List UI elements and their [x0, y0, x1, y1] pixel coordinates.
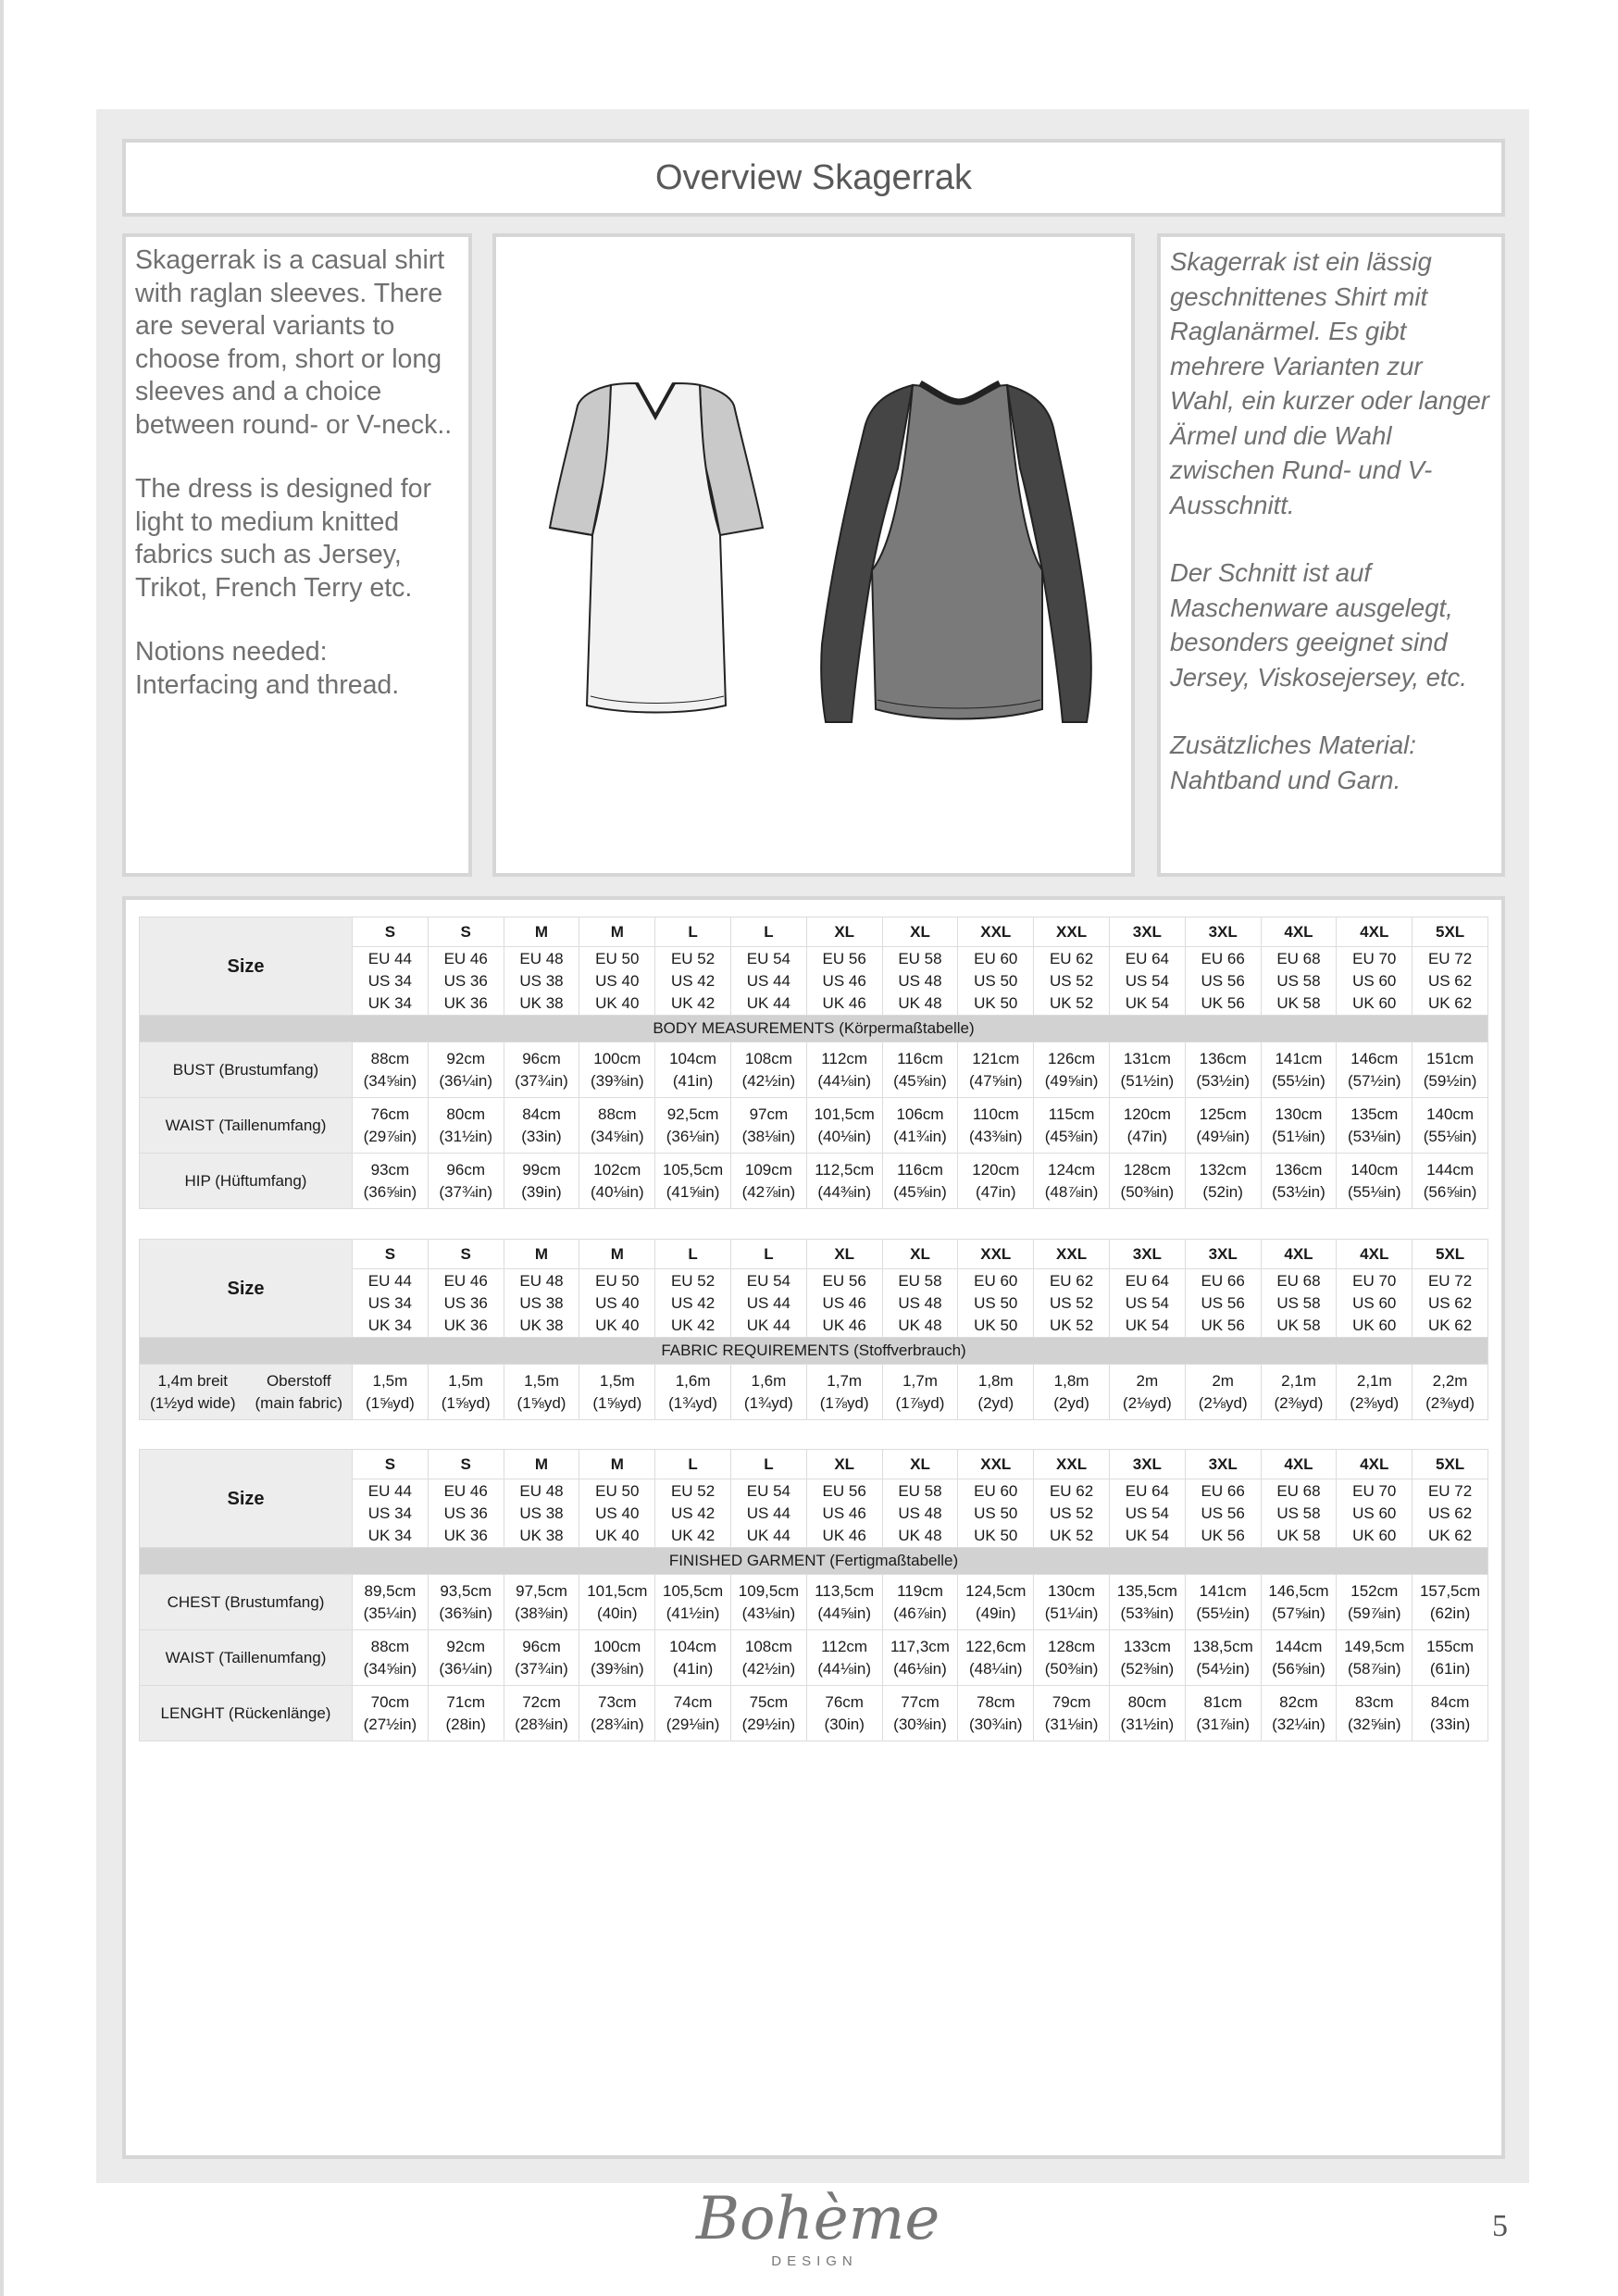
size-conversion-cell: EU 44 US 34 UK 34 [353, 1479, 429, 1548]
fabric-amount-cell: 1,8m (2yd) [1034, 1365, 1110, 1420]
size-code-cell: 5XL [1413, 1240, 1488, 1269]
measurement-cell: 88cm (34⅝in) [579, 1098, 655, 1154]
size-conversion-cell: EU 44 US 34 UK 34 [353, 947, 429, 1016]
measurement-cell: 119cm (46⅞in) [882, 1575, 958, 1630]
measurement-cell: 112cm (44⅛in) [806, 1630, 882, 1686]
size-code-cell: S [428, 917, 504, 947]
illustration-box [492, 233, 1135, 877]
size-conversion-cell: EU 72 US 62 UK 62 [1413, 1269, 1488, 1338]
measurement-cell: 138,5cm (54½in) [1185, 1630, 1261, 1686]
table-row [140, 1630, 1488, 1686]
measurement-cell: 144cm (56⅝in) [1413, 1154, 1488, 1209]
finished-garment-table [139, 1449, 1488, 1741]
garment-illustration [496, 237, 1131, 873]
measurement-cell: 135cm (53⅛in) [1337, 1098, 1413, 1154]
size-label: Size [140, 1240, 353, 1338]
size-conversion-cell: EU 54 US 44 UK 44 [730, 1479, 806, 1548]
fabric-amount-cell: 1,5m (1⅝yd) [428, 1365, 504, 1420]
size-conversion-cell: EU 66 US 56 UK 56 [1185, 1269, 1261, 1338]
row-label: CHEST (Brustumfang) [140, 1575, 353, 1630]
size-code-cell: L [730, 1240, 806, 1269]
size-conversion-cell: EU 50 US 40 UK 40 [579, 1269, 655, 1338]
table-row [140, 1154, 1488, 1209]
finished-garment-header: FINISHED GARMENT (Fertigmaßtabelle) [140, 1548, 1488, 1575]
measurement-cell: 113,5cm (44⅝in) [806, 1575, 882, 1630]
table-row [140, 1042, 1488, 1098]
size-code-cell: 3XL [1185, 1450, 1261, 1479]
size-code-cell: XXL [958, 1450, 1034, 1479]
size-code-cell: XL [806, 917, 882, 947]
measurement-cell: 101,5cm (40in) [579, 1575, 655, 1630]
size-code-cell: XXL [1034, 917, 1110, 947]
german-paragraph-1: Skagerrak ist ein lässig geschnittenes Shirt mit Raglanärmel. Es gibt mehrere Varianten zur Wahl, ein kurzer oder langer Ärmel und die Wahl zwischen Rund- und V-Ausschnitt. [1170, 247, 1489, 519]
measurement-cell: 141cm (55½in) [1261, 1042, 1337, 1098]
measurement-cell: 88cm (34⅝in) [353, 1042, 429, 1098]
measurement-cell: 140cm (55⅛in) [1413, 1098, 1488, 1154]
measurement-cell: 120cm (47in) [958, 1154, 1034, 1209]
size-conversion-cell: EU 48 US 38 UK 38 [504, 1479, 579, 1548]
row-label: WAIST (Taillenumfang) [140, 1098, 353, 1154]
fabric-amount-cell: 2,1m (2⅜yd) [1261, 1365, 1337, 1420]
measurement-cell: 93,5cm (36⅜in) [428, 1575, 504, 1630]
measurement-cell: 77cm (30⅜in) [882, 1686, 958, 1741]
size-conversion-cell: EU 60 US 50 UK 50 [958, 947, 1034, 1016]
size-code-cell: M [579, 917, 655, 947]
size-conversion-cell: EU 54 US 44 UK 44 [730, 947, 806, 1016]
size-label: Size [140, 1450, 353, 1548]
measurement-cell: 133cm (52⅜in) [1109, 1630, 1185, 1686]
measurement-cell: 132cm (52in) [1185, 1154, 1261, 1209]
size-conversion-cell: EU 56 US 46 UK 46 [806, 1269, 882, 1338]
measurement-cell: 84cm (33in) [504, 1098, 579, 1154]
measurement-cell: 130cm (51¼in) [1034, 1575, 1110, 1630]
size-conversion-cell: EU 68 US 58 UK 58 [1261, 947, 1337, 1016]
size-conversion-cell: EU 44 US 34 UK 34 [353, 1269, 429, 1338]
boheme-design-logo [696, 2185, 940, 2269]
measurement-cell: 84cm (33in) [1413, 1686, 1488, 1741]
measurement-cell: 128cm (50⅜in) [1109, 1154, 1185, 1209]
measurement-cell: 75cm (29½in) [730, 1686, 806, 1741]
size-code-cell: 4XL [1261, 917, 1337, 947]
measurement-cell: 152cm (59⅞in) [1337, 1575, 1413, 1630]
measurement-cell: 124cm (48⅞in) [1034, 1154, 1110, 1209]
measurement-cell: 108cm (42½in) [730, 1042, 806, 1098]
fabric-amount-cell: 1,6m (1¾yd) [655, 1365, 731, 1420]
fabric-label-cell [140, 1365, 353, 1420]
size-conversion-cell: EU 52 US 42 UK 42 [655, 1269, 731, 1338]
size-conversion-cell: EU 46 US 36 UK 36 [428, 1479, 504, 1548]
measurement-cell: 115cm (45⅜in) [1034, 1098, 1110, 1154]
fabric-amount-cell: 1,7m (1⅞yd) [806, 1365, 882, 1420]
size-code-cell: M [504, 1240, 579, 1269]
size-code-cell: L [730, 1450, 806, 1479]
measurement-cell: 92,5cm (36⅛in) [655, 1098, 731, 1154]
size-code-cell: L [730, 917, 806, 947]
measurement-cell: 112cm (44⅛in) [806, 1042, 882, 1098]
measurement-cell: 80cm (31½in) [428, 1098, 504, 1154]
size-conversion-cell: EU 66 US 56 UK 56 [1185, 947, 1261, 1016]
fabric-width-label: 1,4m breit (1½yd wide) [149, 1371, 236, 1412]
size-code-cell: XL [882, 917, 958, 947]
size-code-cell: 3XL [1185, 1240, 1261, 1269]
fabric-requirements-table [139, 1239, 1488, 1420]
table-row [140, 1365, 1488, 1420]
measurement-cell: 151cm (59½in) [1413, 1042, 1488, 1098]
fabric-amount-cell: 1,7m (1⅞yd) [882, 1365, 958, 1420]
size-code-cell: S [428, 1240, 504, 1269]
measurement-cell: 110cm (43⅜in) [958, 1098, 1034, 1154]
size-code-cell: 3XL [1109, 1450, 1185, 1479]
measurement-cell: 97cm (38⅛in) [730, 1098, 806, 1154]
size-conversion-cell: EU 52 US 42 UK 42 [655, 1479, 731, 1548]
fabric-requirements-header: FABRIC REQUIREMENTS (Stoffverbrauch) [140, 1338, 1488, 1365]
size-conversion-cell: EU 70 US 60 UK 60 [1337, 947, 1413, 1016]
measurement-cell: 116cm (45⅝in) [882, 1042, 958, 1098]
german-paragraph-3: Zusätzliches Material: Nahtband und Garn. [1170, 730, 1416, 794]
short-sleeve-vneck-shirt [550, 383, 763, 713]
fabric-amount-cell: 1,5m (1⅝yd) [579, 1365, 655, 1420]
measurement-cell: 82cm (32¼in) [1261, 1686, 1337, 1741]
logo-subtitle: DESIGN [771, 2253, 858, 2269]
measurement-cell: 83cm (32⅝in) [1337, 1686, 1413, 1741]
measurement-cell: 144cm (56⅝in) [1261, 1630, 1337, 1686]
measurement-cell: 102cm (40⅛in) [579, 1154, 655, 1209]
measurement-cell: 97,5cm (38⅜in) [504, 1575, 579, 1630]
measurement-cell: 109cm (42⅞in) [730, 1154, 806, 1209]
title-box [122, 139, 1505, 217]
size-code-cell: XXL [958, 1240, 1034, 1269]
measurement-cell: 128cm (50⅜in) [1034, 1630, 1110, 1686]
size-conversion-cell: EU 46 US 36 UK 36 [428, 947, 504, 1016]
page-edge-rule [0, 0, 4, 2296]
measurement-cell: 104cm (41in) [655, 1042, 731, 1098]
measurement-cell: 89,5cm (35¼in) [353, 1575, 429, 1630]
size-code-cell: 5XL [1413, 1450, 1488, 1479]
body-measurements-header: BODY MEASUREMENTS (Körpermaßtabelle) [140, 1016, 1488, 1042]
row-label: BUST (Brustumfang) [140, 1042, 353, 1098]
measurement-cell: 125cm (49⅛in) [1185, 1098, 1261, 1154]
fabric-amount-cell: 2,2m (2⅜yd) [1413, 1365, 1488, 1420]
measurement-cell: 157,5cm (62in) [1413, 1575, 1488, 1630]
measurement-cell: 71cm (28in) [428, 1686, 504, 1741]
table-row [140, 1575, 1488, 1630]
measurement-cell: 117,3cm (46⅛in) [882, 1630, 958, 1686]
size-conversion-cell: EU 70 US 60 UK 60 [1337, 1479, 1413, 1548]
measurement-cell: 76cm (29⅞in) [353, 1098, 429, 1154]
size-conversion-cell: EU 56 US 46 UK 46 [806, 1479, 882, 1548]
measurement-cell: 130cm (51⅛in) [1261, 1098, 1337, 1154]
measurement-cell: 112,5cm (44⅜in) [806, 1154, 882, 1209]
measurement-cell: 120cm (47in) [1109, 1098, 1185, 1154]
size-code-cell: XXL [958, 917, 1034, 947]
measurement-cell: 72cm (28⅜in) [504, 1686, 579, 1741]
size-code-cell: S [428, 1450, 504, 1479]
measurement-cell: 149,5cm (58⅞in) [1337, 1630, 1413, 1686]
size-conversion-cell: EU 68 US 58 UK 58 [1261, 1269, 1337, 1338]
measurement-cell: 88cm (34⅝in) [353, 1630, 429, 1686]
size-conversion-cell: EU 72 US 62 UK 62 [1413, 1479, 1488, 1548]
size-conversion-cell: EU 68 US 58 UK 58 [1261, 1479, 1337, 1548]
measurement-cell: 96cm (37¾in) [428, 1154, 504, 1209]
measurement-cell: 74cm (29⅛in) [655, 1686, 731, 1741]
size-conversion-cell: EU 52 US 42 UK 42 [655, 947, 731, 1016]
size-conversion-cell: EU 58 US 48 UK 48 [882, 1269, 958, 1338]
size-conversion-cell: EU 46 US 36 UK 36 [428, 1269, 504, 1338]
measurement-cell: 146cm (57½in) [1337, 1042, 1413, 1098]
size-code-cell: M [579, 1240, 655, 1269]
row-label: LENGHT (Rückenlänge) [140, 1686, 353, 1741]
size-conversion-cell: EU 60 US 50 UK 50 [958, 1269, 1034, 1338]
size-conversion-cell: EU 50 US 40 UK 40 [579, 1479, 655, 1548]
measurement-cell: 92cm (36¼in) [428, 1042, 504, 1098]
measurement-cell: 76cm (30in) [806, 1686, 882, 1741]
measurement-cell: 109,5cm (43⅛in) [730, 1575, 806, 1630]
measurement-cell: 96cm (37¾in) [504, 1042, 579, 1098]
size-conversion-cell: EU 54 US 44 UK 44 [730, 1269, 806, 1338]
size-code-cell: XL [806, 1240, 882, 1269]
size-conversion-cell: EU 60 US 50 UK 50 [958, 1479, 1034, 1548]
size-code-cell: 3XL [1109, 1240, 1185, 1269]
table-row [140, 1098, 1488, 1154]
measurement-cell: 135,5cm (53⅜in) [1109, 1575, 1185, 1630]
measurement-cell: 104cm (41in) [655, 1630, 731, 1686]
size-conversion-cell: EU 62 US 52 UK 52 [1034, 947, 1110, 1016]
size-conversion-cell: EU 70 US 60 UK 60 [1337, 1269, 1413, 1338]
measurement-cell: 146,5cm (57⅝in) [1261, 1575, 1337, 1630]
logo-wordmark: Bohème [696, 2185, 940, 2253]
size-conversion-cell: EU 58 US 48 UK 48 [882, 1479, 958, 1548]
size-code-cell: S [353, 917, 429, 947]
measurement-cell: 105,5cm (41⅝in) [655, 1154, 731, 1209]
size-code-cell: XL [882, 1450, 958, 1479]
size-conversion-cell: EU 56 US 46 UK 46 [806, 947, 882, 1016]
measurement-cell: 93cm (36⅝in) [353, 1154, 429, 1209]
german-paragraph-2: Der Schnitt ist auf Maschenware ausgelegt, besonders geeignet sind Jersey, Viskosejersey, etc. [1170, 558, 1467, 692]
row-label: WAIST (Taillenumfang) [140, 1630, 353, 1686]
size-code-cell: M [504, 1450, 579, 1479]
measurement-cell: 92cm (36¼in) [428, 1630, 504, 1686]
measurement-cell: 126cm (49⅝in) [1034, 1042, 1110, 1098]
size-conversion-cell: EU 62 US 52 UK 52 [1034, 1269, 1110, 1338]
size-conversion-cell: EU 48 US 38 UK 38 [504, 1269, 579, 1338]
measurement-cell: 80cm (31½in) [1109, 1686, 1185, 1741]
measurement-cell: 136cm (53½in) [1185, 1042, 1261, 1098]
size-code-cell: S [353, 1450, 429, 1479]
size-conversion-cell: EU 50 US 40 UK 40 [579, 947, 655, 1016]
measurement-cell: 140cm (55⅛in) [1337, 1154, 1413, 1209]
measurement-cell: 78cm (30¾in) [958, 1686, 1034, 1741]
english-paragraph-3: Notions needed: Interfacing and thread. [135, 637, 400, 700]
fabric-amount-cell: 1,5m (1⅝yd) [353, 1365, 429, 1420]
size-code-cell: XXL [1034, 1240, 1110, 1269]
size-code-cell: S [353, 1240, 429, 1269]
fabric-amount-cell: 2m (2⅛yd) [1185, 1365, 1261, 1420]
size-conversion-cell: EU 66 US 56 UK 56 [1185, 1479, 1261, 1548]
row-label: HIP (Hüftumfang) [140, 1154, 353, 1209]
size-code-cell: XXL [1034, 1450, 1110, 1479]
english-paragraph-2: The dress is designed for light to medium knitted fabrics such as Jersey, Trikot, French Terry etc. [135, 474, 431, 603]
fabric-amount-cell: 2m (2⅛yd) [1109, 1365, 1185, 1420]
size-code-cell: XL [806, 1450, 882, 1479]
size-code-cell: XL [882, 1240, 958, 1269]
size-code-cell: L [655, 1240, 731, 1269]
size-code-cell: 3XL [1109, 917, 1185, 947]
size-conversion-cell: EU 58 US 48 UK 48 [882, 947, 958, 1016]
measurement-cell: 99cm (39in) [504, 1154, 579, 1209]
size-conversion-cell: EU 64 US 54 UK 54 [1109, 1269, 1185, 1338]
measurement-cell: 116cm (45⅝in) [882, 1154, 958, 1209]
size-conversion-cell: EU 72 US 62 UK 62 [1413, 947, 1488, 1016]
fabric-amount-cell: 1,5m (1⅝yd) [504, 1365, 579, 1420]
size-conversion-cell: EU 62 US 52 UK 52 [1034, 1479, 1110, 1548]
english-paragraph-1: Skagerrak is a casual shirt with raglan sleeves. There are several variants to choose from, short or long sleeves and a choice between round- or V-neck.. [135, 245, 453, 440]
measurement-cell: 73cm (28¾in) [579, 1686, 655, 1741]
measurement-cell: 106cm (41¾in) [882, 1098, 958, 1154]
size-code-cell: 3XL [1185, 917, 1261, 947]
measurement-cell: 105,5cm (41½in) [655, 1575, 731, 1630]
measurement-cell: 136cm (53½in) [1261, 1154, 1337, 1209]
size-conversion-cell: EU 48 US 38 UK 38 [504, 947, 579, 1016]
body-measurements-table [139, 917, 1488, 1209]
table-row [140, 1686, 1488, 1741]
measurement-cell: 100cm (39⅜in) [579, 1042, 655, 1098]
size-code-cell: 4XL [1261, 1240, 1337, 1269]
fabric-amount-cell: 1,8m (2yd) [958, 1365, 1034, 1420]
size-code-cell: M [579, 1450, 655, 1479]
size-code-cell: 5XL [1413, 917, 1488, 947]
size-code-cell: L [655, 1450, 731, 1479]
size-code-cell: 4XL [1337, 1240, 1413, 1269]
measurement-cell: 121cm (47⅝in) [958, 1042, 1034, 1098]
size-conversion-cell: EU 64 US 54 UK 54 [1109, 1479, 1185, 1548]
measurement-cell: 155cm (61in) [1413, 1630, 1488, 1686]
size-code-cell: 4XL [1337, 917, 1413, 947]
size-code-cell: 4XL [1261, 1450, 1337, 1479]
measurement-cell: 108cm (42½in) [730, 1630, 806, 1686]
size-conversion-cell: EU 64 US 54 UK 54 [1109, 947, 1185, 1016]
measurement-cell: 101,5cm (40⅛in) [806, 1098, 882, 1154]
measurement-cell: 79cm (31⅛in) [1034, 1686, 1110, 1741]
measurement-cell: 124,5cm (49in) [958, 1575, 1034, 1630]
german-description [1157, 233, 1505, 877]
long-sleeve-crewneck-shirt [821, 383, 1091, 722]
page-number: 5 [1492, 2209, 1508, 2243]
measurement-cell: 122,6cm (48¼in) [958, 1630, 1034, 1686]
fabric-amount-cell: 1,6m (1¾yd) [730, 1365, 806, 1420]
size-label: Size [140, 917, 353, 1016]
size-code-cell: 4XL [1337, 1450, 1413, 1479]
measurement-cell: 70cm (27½in) [353, 1686, 429, 1741]
measurement-cell: 141cm (55½in) [1185, 1575, 1261, 1630]
page-title: Overview Skagerrak [654, 158, 973, 197]
measurement-cell: 81cm (31⅞in) [1185, 1686, 1261, 1741]
measurement-cell: 96cm (37¾in) [504, 1630, 579, 1686]
measurement-cell: 100cm (39⅜in) [579, 1630, 655, 1686]
fabric-amount-cell: 2,1m (2⅜yd) [1337, 1365, 1413, 1420]
fabric-type-label: Oberstoff (main fabric) [255, 1371, 342, 1412]
size-code-cell: M [504, 917, 579, 947]
size-code-cell: L [655, 917, 731, 947]
measurement-cell: 131cm (51½in) [1109, 1042, 1185, 1098]
english-description [122, 233, 472, 877]
